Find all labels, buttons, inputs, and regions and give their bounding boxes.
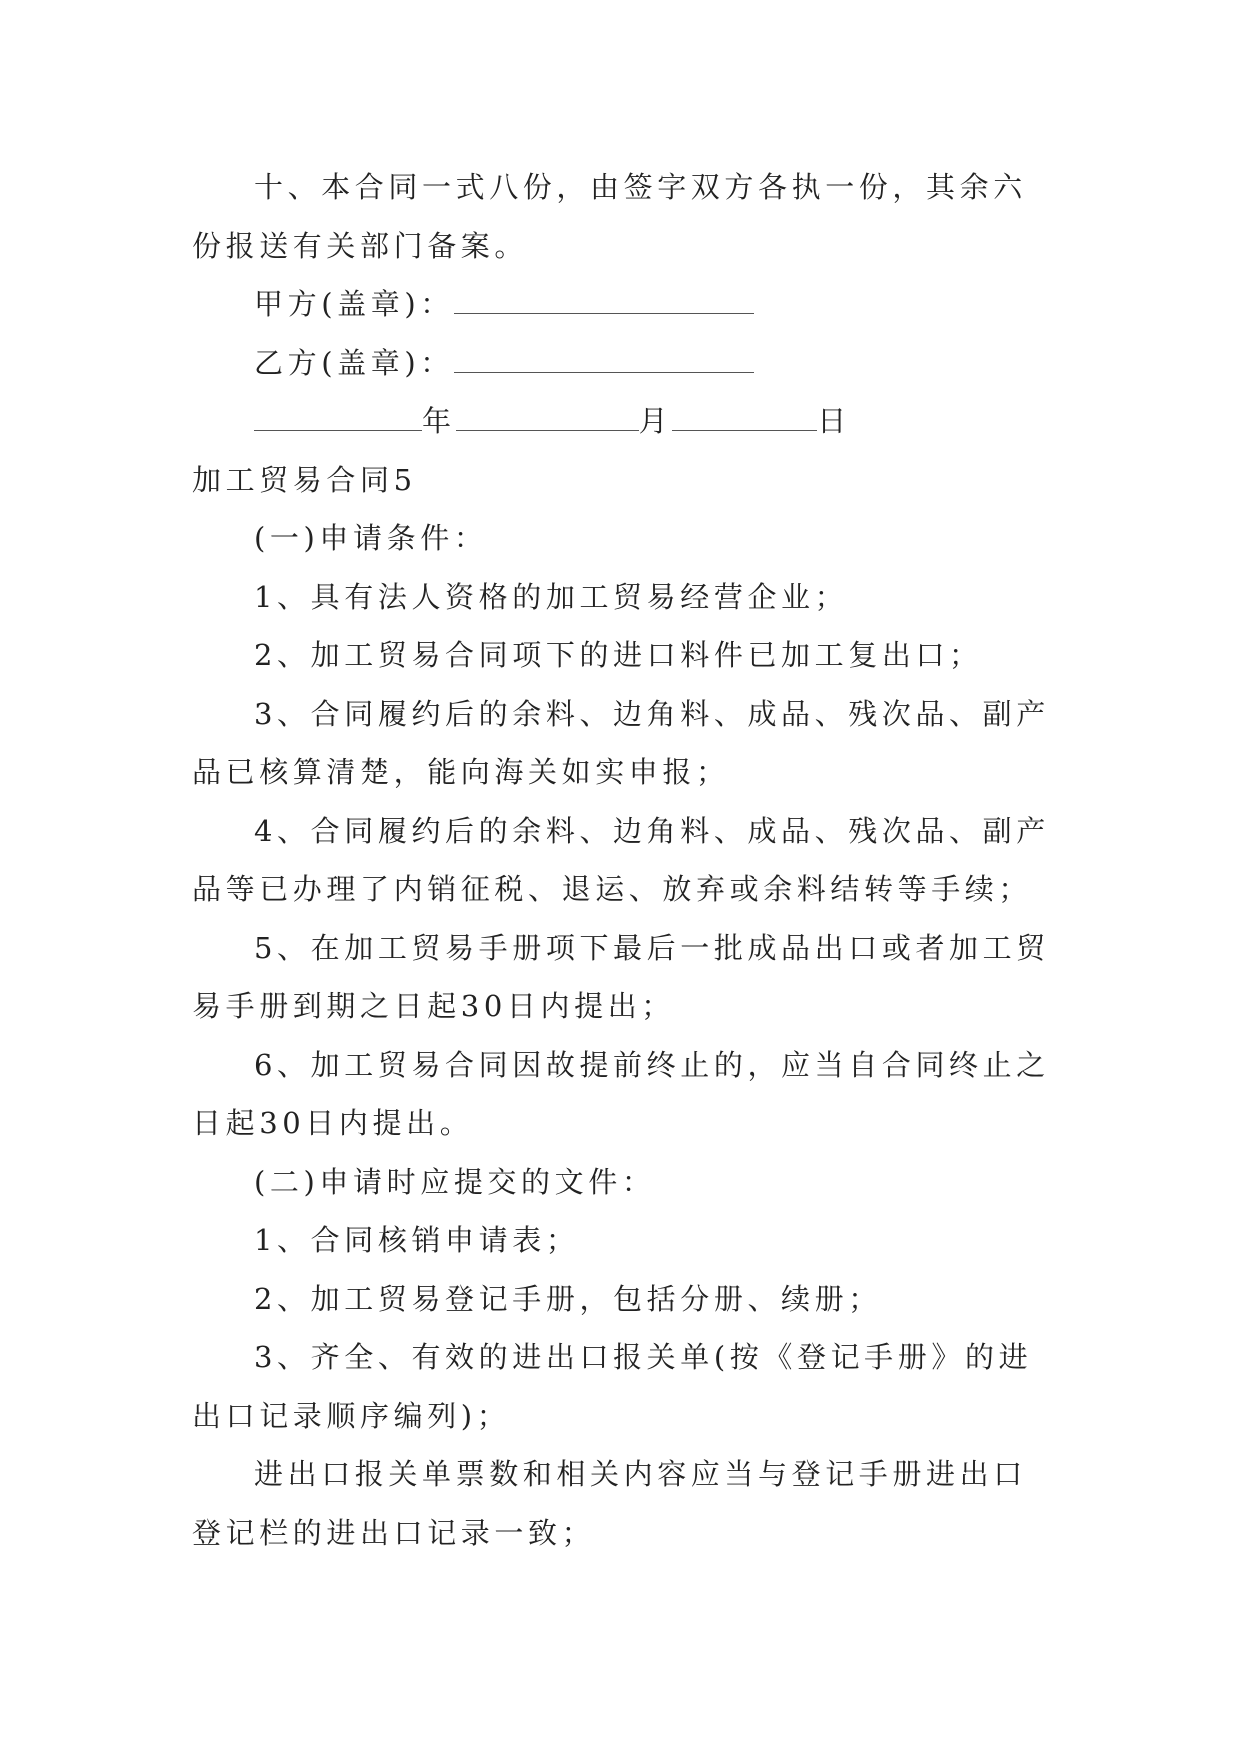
party-b-label: 乙方(盖章)： xyxy=(254,345,454,380)
day-label: 日 xyxy=(817,404,851,438)
sub2-item-1: 1、合同核销申请表； xyxy=(254,1223,580,1257)
sub2-heading: (二)申请时应提交的文件： xyxy=(254,1164,656,1199)
month-label: 月 xyxy=(638,404,673,438)
sub1-item-2: 2、加工贸易合同项下的进口料件已加工复出口； xyxy=(254,638,983,672)
party-a-signature-line xyxy=(192,275,1052,334)
sub1-heading: (一)申请条件： xyxy=(254,521,488,555)
sub2-note: 进出口报关单票数和相关内容应当与登记手册进出口登记栏的进出口记录一致； xyxy=(192,1457,1027,1550)
party-b-signature-line xyxy=(192,334,1052,393)
party-a-label: 甲方(盖章)： xyxy=(254,287,454,321)
sub2-item-3: 3、齐全、有效的进出口报关单(按《登记手册》的进出口记录顺序编列)； xyxy=(192,1340,1033,1433)
party-b-signature-blank xyxy=(454,338,754,373)
sub1-item-4: 4、合同履约后的余料、边角料、成品、残次品、副产品等已办理了内销征税、退运、放弃或余料结转等手续； xyxy=(192,813,1050,906)
year-label: 年 xyxy=(422,404,456,438)
sub1-item-5: 5、在加工贸易手册项下最后一批成品出口或者加工贸易手册到期之日起30日内提出； xyxy=(192,930,1050,1023)
sub1-item-1: 1、具有法人资格的加工贸易经营企业； xyxy=(254,579,849,614)
month-blank xyxy=(456,396,639,431)
sub2-item-2: 2、加工贸易登记手册，包括分册、续册； xyxy=(254,1281,882,1316)
clause-ten: 十、本合同一式八份，由签字双方各执一份，其余六份报送有关部门备案。 xyxy=(192,170,1027,263)
section-title: 加工贸易合同5 xyxy=(192,462,417,497)
signing-date-line xyxy=(192,392,1052,451)
year-blank xyxy=(254,396,422,431)
sub1-item-3: 3、合同履约后的余料、边角料、成品、残次品、副产品已核算清楚，能向海关如实申报； xyxy=(192,696,1050,789)
party-a-signature-blank xyxy=(454,279,754,314)
document-body xyxy=(192,158,1052,1562)
sub1-item-6: 6、加工贸易合同因故提前终止的，应当自合同终止之日起30日内提出。 xyxy=(192,1047,1050,1140)
day-blank xyxy=(672,396,817,431)
